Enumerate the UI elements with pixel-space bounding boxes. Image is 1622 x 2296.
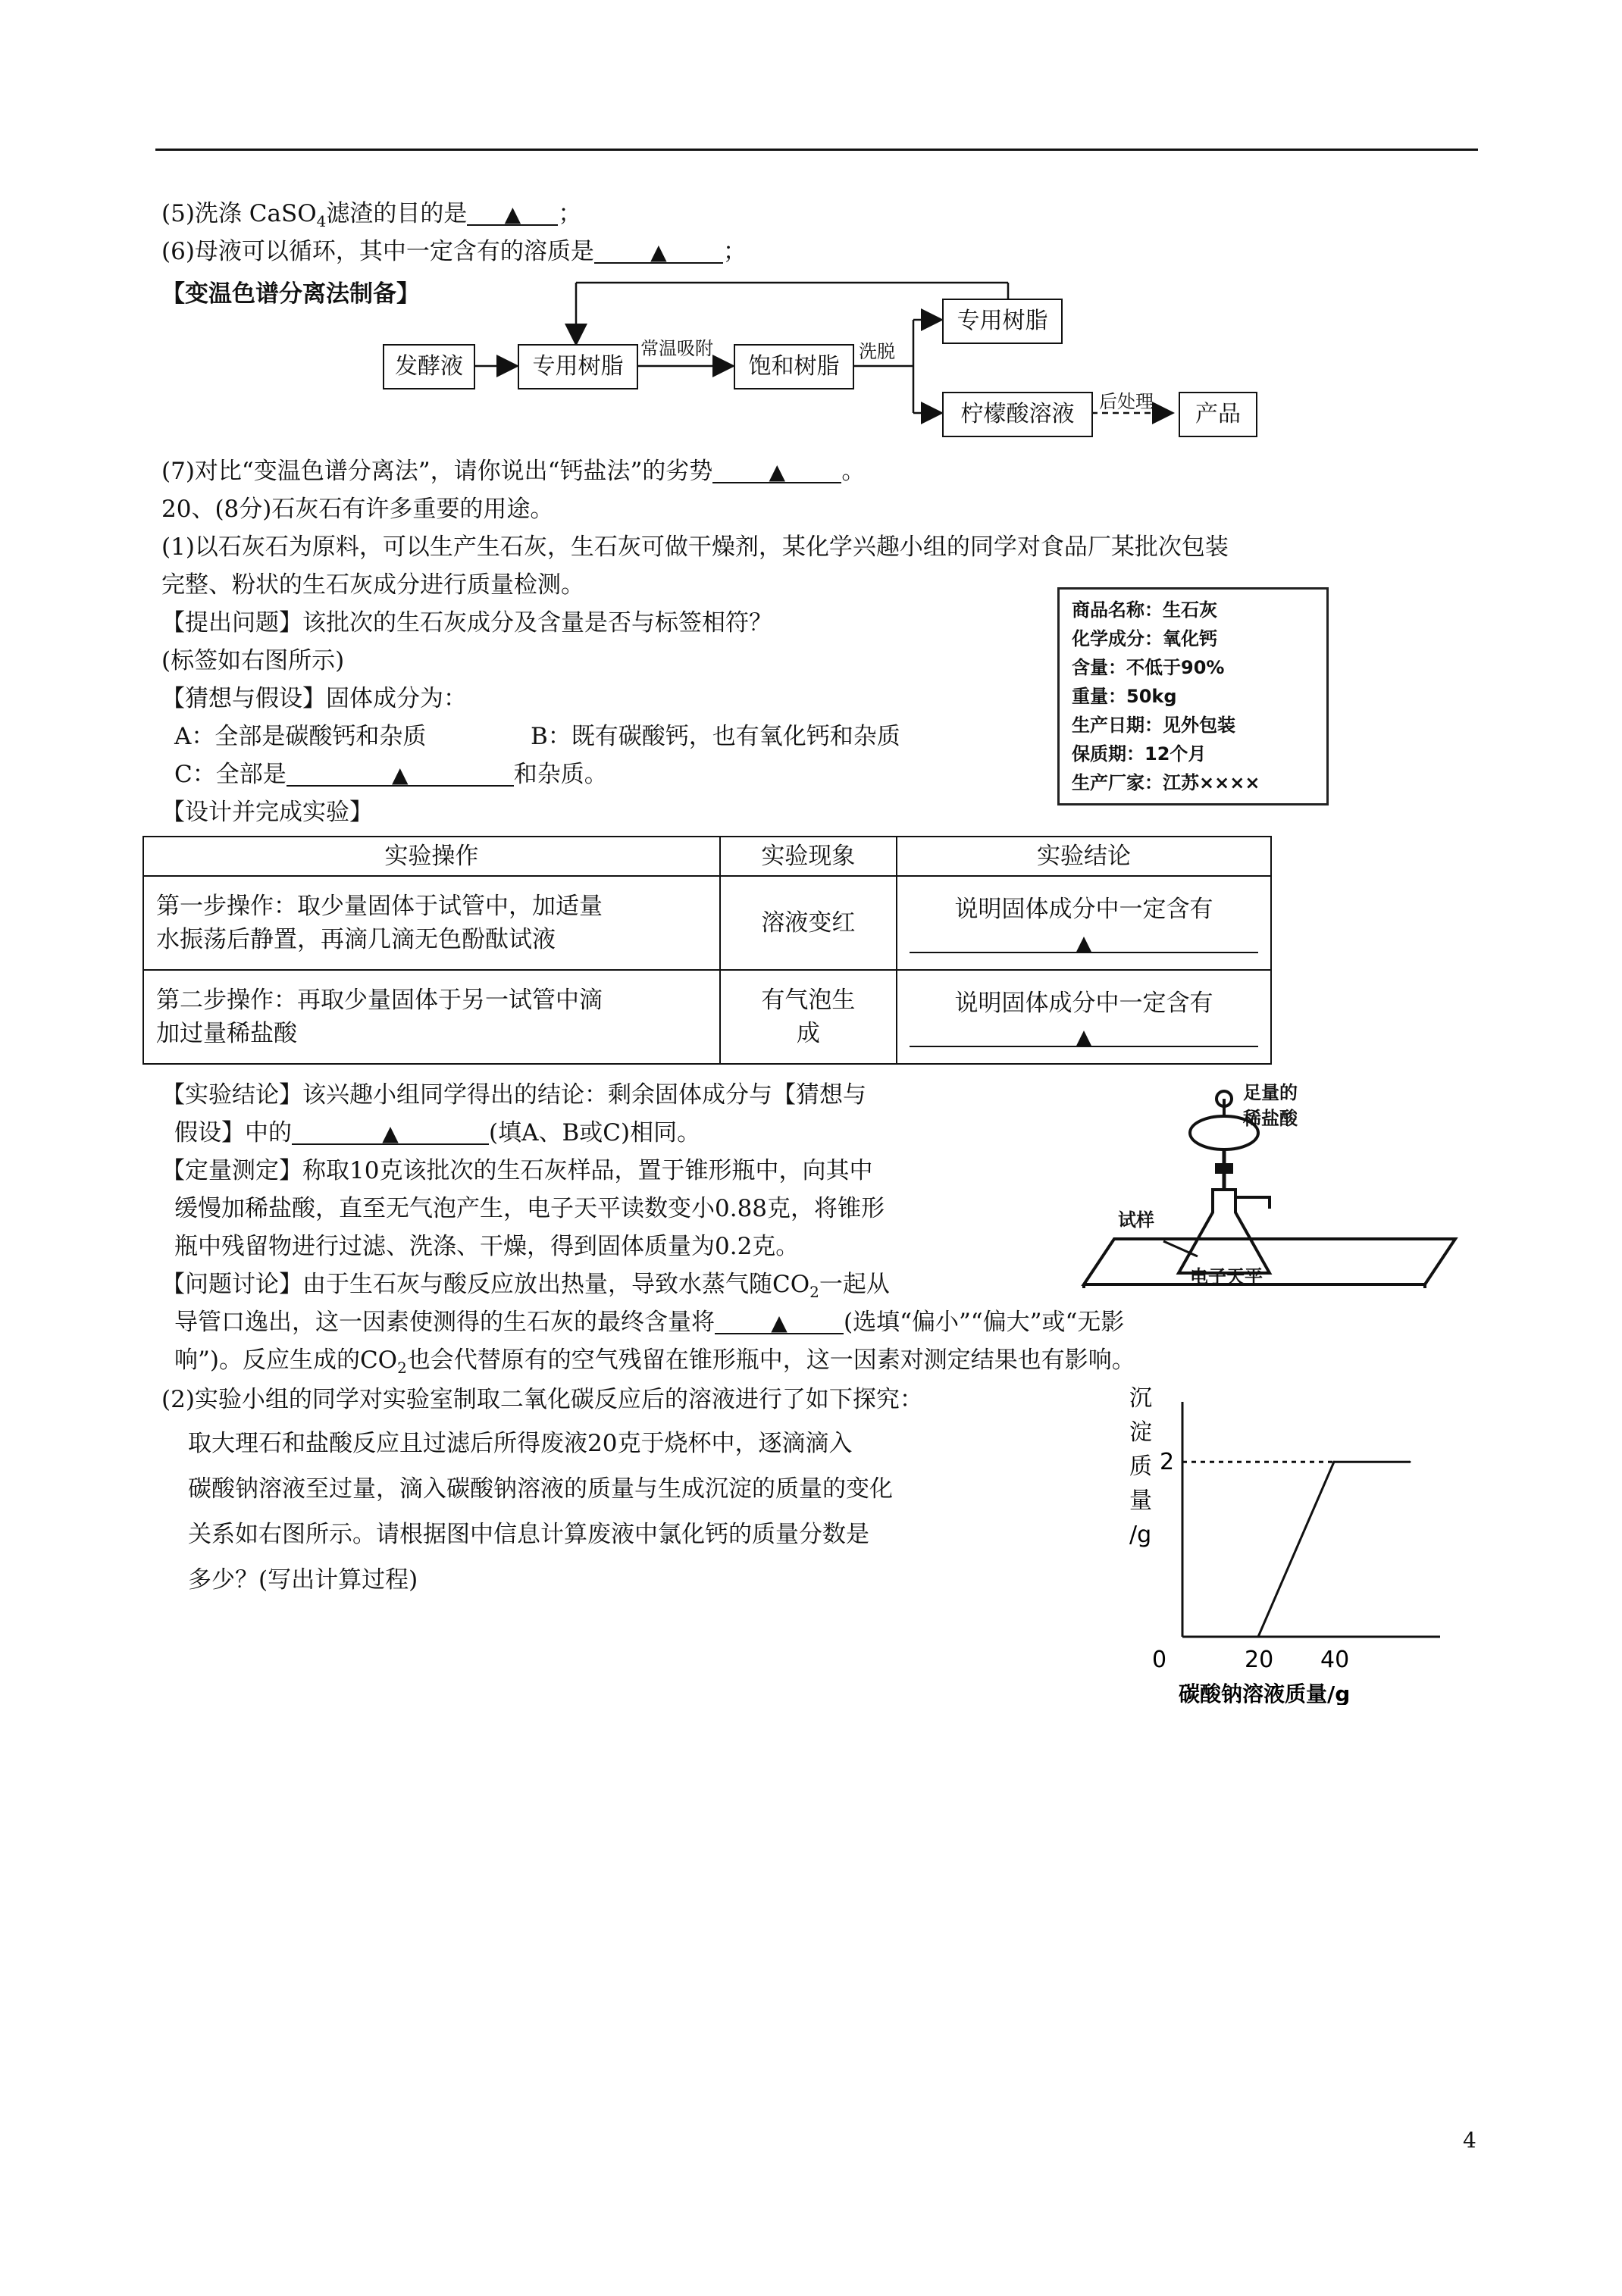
- data-point: [1257, 1636, 1260, 1638]
- question-7: [161, 456, 865, 486]
- cell-line: 水振荡后静置，再滴几滴无色酚酞试液: [156, 926, 556, 953]
- part2-line3: 碳酸钠溶液至过量，滴入碳酸钠溶液的质量与生成沉淀的质量的变化: [188, 1475, 893, 1503]
- question-20-title: 20、(8分)石灰石有许多重要的用途。: [161, 496, 554, 523]
- label-line: 生产日期：见外包装: [1072, 715, 1235, 736]
- y-axis-label-char: 量: [1129, 1487, 1152, 1514]
- disc-pre: 【问题讨论】由于生石灰与酸反应放出热量，导致水蒸气随CO: [161, 1271, 810, 1298]
- box-fermentation: 发酵液: [383, 344, 475, 389]
- y-axis-label-char: 沉: [1129, 1387, 1152, 1412]
- label-adsorb: 常温吸附: [640, 338, 713, 359]
- triangle-marker: ▲: [504, 202, 521, 227]
- flow-arrows: [0, 0, 1622, 470]
- cell-line: 说明固体成分中一定含有: [954, 990, 1213, 1017]
- triangle-marker: ▲: [650, 239, 667, 264]
- option-a: A：全部是碳酸钙和杂质: [174, 723, 427, 750]
- q5-end: ；: [558, 200, 582, 227]
- acid-label: [1243, 1080, 1298, 1131]
- triangle-marker: ▲: [382, 1121, 399, 1146]
- disc-pre: 导管口逸出，这一因素使测得的生石灰的最终含量将: [174, 1309, 715, 1336]
- header-operation: 实验操作: [143, 837, 720, 876]
- label-line: 保质期：12个月: [1072, 743, 1207, 765]
- experiment-table: [142, 836, 1272, 1065]
- discussion-line1: [161, 1269, 890, 1307]
- cell-line: 第二步操作：再取少量固体于另一试管中滴: [156, 987, 603, 1014]
- product-label: [1057, 587, 1329, 805]
- q20-question: 【提出问题】该批次的生石灰成分及含量是否与标签相符？: [161, 609, 772, 637]
- label-line: 商品名称：生石灰: [1072, 599, 1217, 621]
- quant-line2: 缓慢加稀盐酸，直至无气泡产生，电子天平读数变小0.88克，将锥形: [174, 1195, 885, 1222]
- answer-blank[interactable]: [712, 456, 841, 483]
- q6-end: ；: [722, 238, 747, 265]
- part2-line2: 取大理石和盐酸反应且过滤后所得废液20克于烧杯中，逐滴滴入: [188, 1430, 853, 1457]
- table-header-row: [143, 837, 1271, 876]
- option-c-post: 和杂质。: [513, 761, 608, 788]
- box-saturated-resin: 饱和树脂: [734, 344, 854, 389]
- option-b: B：既有碳酸钙，也有氧化钙和杂质: [531, 723, 900, 750]
- row1-conclusion: [897, 876, 1271, 970]
- cell-line: 说明固体成分中一定含有: [954, 896, 1213, 923]
- label-post-process: 后处理: [1099, 391, 1154, 412]
- disc-pre: 响”)。反应生成的CO: [174, 1347, 398, 1374]
- x-tick-label: 0: [1152, 1647, 1167, 1673]
- part2-line4: 关系如右图所示。请根据图中信息计算废液中氯化钙的质量分数是: [188, 1521, 869, 1548]
- disc-post: 一起从: [819, 1271, 890, 1298]
- header-observation: 实验现象: [720, 837, 897, 876]
- x-tick-label: 20: [1245, 1647, 1274, 1673]
- box-citric-acid: 柠檬酸溶液: [942, 392, 1093, 437]
- triangle-marker: ▲: [391, 762, 409, 787]
- label-line: 生产厂家：江苏××××: [1072, 772, 1260, 793]
- quant-line3: 瓶中残留物进行过滤、洗涤、干燥，得到固体质量为0.2克。: [174, 1233, 800, 1260]
- part2-line5: 多少？(写出计算过程): [188, 1566, 418, 1594]
- q20-design: 【设计并完成实验】: [161, 799, 373, 826]
- section-title: 【变温色谱分离法制备】: [161, 280, 420, 308]
- cell-line: 成: [796, 1020, 820, 1047]
- acid-label-l2: 稀盐酸: [1243, 1108, 1298, 1129]
- q6-text: (6)母液可以循环，其中一定含有的溶质是: [161, 238, 594, 265]
- row1-operation: [143, 876, 720, 970]
- answer-blank[interactable]: [910, 926, 1258, 956]
- row2-observation: [720, 970, 897, 1064]
- option-c: [174, 759, 608, 790]
- cell-line: 第一步操作：取少量固体于试管中，加适量: [156, 893, 603, 920]
- chart-svg: [1114, 1387, 1455, 1705]
- cell-line: 有气泡生: [761, 987, 856, 1014]
- part2-line1: (2)实验小组的同学对实验室制取二氧化碳反应后的溶液进行了如下探究：: [161, 1386, 923, 1413]
- option-c-pre: C：全部是: [174, 761, 287, 788]
- label-line: 重量：50kg: [1072, 686, 1177, 707]
- q20-part1-line1: (1)以石灰石为原料，可以生产生石灰，生石灰可做干燥剂，某化学兴趣小组的同学对食品厂某批次包装: [161, 533, 1229, 561]
- triangle-marker: ▲: [771, 1310, 788, 1335]
- disc-sub: 2: [397, 1359, 407, 1378]
- q20-hypothesis: 【猜想与假设】固体成分为：: [161, 685, 467, 712]
- page-number: 4: [1463, 2128, 1476, 2153]
- conclusion-pre: 假设】中的: [174, 1119, 292, 1146]
- series-line: [1258, 1462, 1410, 1637]
- q7-text: (7)对比“变温色谱分离法”，请你说出“钙盐法”的劣势: [161, 458, 713, 485]
- balance-label: 电子天平: [1190, 1266, 1263, 1287]
- q20-part1-line2: 完整、粉状的生石灰成分进行质量检测。: [161, 571, 584, 599]
- discussion-line3: [174, 1345, 1135, 1383]
- sample-label: 试样: [1118, 1209, 1154, 1231]
- y-axis-label-char: /g: [1129, 1522, 1152, 1548]
- disc-sub: 2: [809, 1283, 819, 1302]
- label-line: 化学成分：氧化钙: [1072, 628, 1217, 649]
- q7-end: 。: [841, 458, 866, 485]
- q5-sub: 4: [316, 212, 327, 231]
- y-axis-label-char: 淀: [1129, 1419, 1152, 1446]
- triangle-marker: ▲: [1076, 931, 1092, 956]
- cell-line: 加过量稀盐酸: [156, 1020, 297, 1047]
- header-conclusion: 实验结论: [897, 837, 1271, 876]
- conclusion-post: (填A、B或C)相同。: [489, 1119, 701, 1146]
- q5-text2: 滤渣的目的是: [326, 200, 468, 227]
- quant-line1: 【定量测定】称取10克该批次的生石灰样品，置于锥形瓶中，向其中: [161, 1157, 873, 1184]
- label-line: 含量：不低于90%: [1072, 657, 1225, 678]
- triangle-marker: ▲: [769, 459, 786, 484]
- box-resin: 专用树脂: [518, 344, 638, 389]
- conclusion-line1: 【实验结论】该兴趣小组同学得出的结论：剩余固体成分与【猜想与: [161, 1081, 866, 1109]
- acid-label-l1: 足量的: [1243, 1082, 1298, 1103]
- box-resin-2: 专用树脂: [942, 299, 1063, 344]
- table-row: [143, 970, 1271, 1064]
- disc-post: 也会代替原有的空气残留在锥形瓶中，这一因素对测定结果也有影响。: [406, 1347, 1135, 1374]
- row1-observation: 溶液变红: [720, 876, 897, 970]
- discussion-line2: [174, 1307, 1124, 1337]
- answer-blank[interactable]: [715, 1307, 844, 1334]
- x-axis-label: 碳酸钠溶液质量/g: [1179, 1681, 1351, 1705]
- q5-text: (5)洗涤 CaSO: [161, 200, 317, 227]
- disc-post: (选填“偏小”“偏大”或“无影: [844, 1309, 1125, 1336]
- table-row: [143, 876, 1271, 970]
- box-product: 产品: [1179, 392, 1257, 437]
- y-tick-label: 2: [1160, 1449, 1175, 1476]
- answer-blank[interactable]: [292, 1118, 489, 1145]
- data-point: [1409, 1461, 1411, 1463]
- triangle-marker: ▲: [1076, 1024, 1092, 1049]
- answer-blank[interactable]: [287, 759, 514, 787]
- label-elute: 洗脱: [859, 341, 895, 362]
- q20-label-note: (标签如右图所示): [161, 647, 345, 674]
- conclusion-line2: [174, 1118, 700, 1148]
- row2-operation: [143, 970, 720, 1064]
- answer-blank[interactable]: [910, 1020, 1258, 1047]
- data-point: [1333, 1461, 1335, 1463]
- row2-conclusion: [897, 970, 1271, 1064]
- y-axis-label-char: 质: [1129, 1453, 1152, 1480]
- x-tick-label: 40: [1320, 1647, 1350, 1673]
